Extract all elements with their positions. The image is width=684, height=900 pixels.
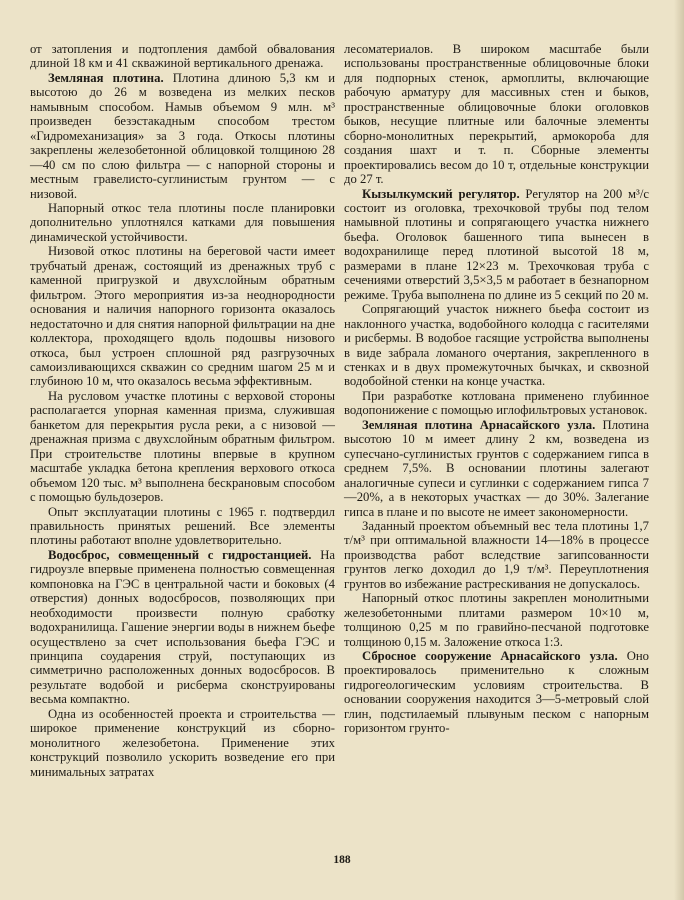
paragraph-text: Низовой откос плотины на береговой части имеет трубчатый дренаж, состоящий из дренажных труб с каменной пригрузкой и двухслойным обратным фильтром. Этого мероприятия из-за неоднородности основания и наличия напорного горизонта оказалось недостаточно и для снятия напорной фильтрации на дне коллектора, проходящего вдоль подошвы низового откоса, был устроен сплошной ряд разгрузочных самоизливающихся скважин со средним шагом 25 м и глубиною 10 м, что оказалось весьма эффективным.: [30, 244, 335, 389]
paragraph: [30, 505, 335, 548]
paragraph-text: На гидроузле впервые применена полностью совмещенная компоновка на ГЭС в центральной части и боковых (4 отверстия) донных водосбросов, позволяющих при необходимости произвести полную сработку водохранилища. Гашение энергии воды в нижнем бьефе осуществлено за счет использования бьефа ГЭС и принципа соударения струй, поступающих из симметрично расположенных донных водосбросов. В результате водобой и рисберма сконструированы весьма компактно.: [30, 547, 335, 707]
section-heading: Земляная плотина.: [48, 70, 164, 85]
paragraph: [344, 389, 649, 418]
section-paragraph: [30, 548, 335, 707]
paragraph: [344, 302, 649, 389]
paragraph-text: Плотина высотою 10 м имеет длину 2 км, возведена из супесчано-суглинистых грунтов с содержанием гипса в среднем 7,5%. В основании плотины залегают аналогичные супеси и суглинки с содержанием гипса 7—20%, а в некоторых участках — до 30%. Залегание гипса в плане и по высоте не имеет закономерности.: [344, 417, 649, 519]
section-paragraph: [344, 418, 649, 519]
left-column: [30, 42, 335, 779]
paragraph-text: Одна из особенностей проекта и строительства — широкое применение конструкций из сборно-монолитного железобетона. Применение этих конструкций позволило ускорить возведение его при минимальных затратах: [30, 706, 335, 779]
paragraph: [30, 201, 335, 244]
paragraph-text: лесоматериалов. В широком масштабе были использованы пространственные облицовочные блоки для подпорных стенок, армоплиты, включающие рабочую арматуру для массивных стен и быков, пространственные облицовочные блоки оголовков быков, несущие плитные или балочные элементы сборно-монолитных перекрытий, армокоробa для создания шахт и т. п. Сборные элементы проектировались весом до 10 т, отдельные конструкции до 27 т.: [344, 42, 649, 187]
section-heading: Земляная плотина Арнасайского узла.: [362, 417, 596, 432]
section-heading: Кызылкумский регулятор.: [362, 186, 520, 201]
paragraph: [344, 42, 649, 187]
paragraph: [30, 707, 335, 779]
section-paragraph: [344, 187, 649, 303]
paragraph: [344, 519, 649, 591]
page-number: 188: [333, 854, 351, 866]
paragraph-text: Заданный проектом объемный вес тела плотины 1,7 т/м³ при оптимальной влажности 14—18% в процессе производства работ вследствие загипсованности грунтов легко доходил до 1,9 т/м³. Переуплотнения грунтов во избежание растрескивания не допускалось.: [344, 518, 649, 591]
paragraph: [30, 42, 335, 71]
paragraph-text: Плотина длиною 5,3 км и высотою до 26 м возведена из мелких песков намывным способом. Намыв объемом 9 млн. м³ произведен безэстакадным способом трестом «Гидромеханизация» за 3 года. Откосы плотины закреплены железобетонной облицовкой толщиною 28—40 см по слою фильтра — с напорной стороны и местным гравелисто-суглинистым грунтом — с низовой.: [30, 70, 335, 201]
paragraph-text: Регулятор на 200 м³/с состоит из оголовка, трехочковой трубы под телом намывной плотины и сопрягающего участка нижнего бьефа. Оголовок башенного типа вынесен в водохранилище перед плотиной высотой 18 м, размерами в плане 12×23 м. Трехочковая труба с сечениями отверстий 3,5×3,5 м работает в безнапорном режиме. Труба выполнена по длине из 5 секций по 20 м.: [344, 186, 649, 302]
paragraph: [30, 244, 335, 389]
paragraph-text: от затопления и подтопления дамбой обвалования длиной 18 км и 41 скважиной вертикального дренажа.: [30, 42, 335, 71]
section-paragraph: [30, 71, 335, 201]
right-column: [344, 42, 649, 736]
section-heading: Сбросное сооружение Арнасайского узла.: [362, 649, 618, 664]
paragraph-text: Сопрягающий участок нижнего бьефа состоит из наклонного участка, водобойного колодца с гасителями и рисбермы. В водобое гасящие устройства выполнены в виде забрала ломаного очертания, закрепленного в стенках и в двух промежуточных бычках, и сквозной водобойной стенки на конце участка.: [344, 302, 649, 389]
paragraph-text: При разработке котлована применено глубинное водопонижение с помощью иглофильтровых установок.: [344, 388, 649, 418]
paragraph: [30, 389, 335, 505]
paragraph-text: Напорный откос плотины закреплен монолитными железобетонными плитами размером 10×10 м, толщиною 0,25 м по гравийно-песчаной подготовке толщиною 0,15 м. Заложение откоса 1:3.: [344, 591, 649, 649]
page-edge-shadow: [674, 0, 684, 900]
section-heading: Водосброс, совмещенный с гидростанцией.: [48, 547, 312, 562]
paragraph-text: На русловом участке плотины с верховой стороны располагается упорная каменная призма, служившая банкетом для перекрытия русла реки, а с низовой — дренажная призма с двухслойным обратным фильтром. При строительстве плотины впервые в крупном масштабе укладка бетона крепления верхового откоса объемом 120 тыс. м³ выполнена бескрановым способом с помощью бульдозеров.: [30, 388, 335, 505]
paragraph: [344, 591, 649, 649]
paragraph-text: Опыт эксплуатации плотины с 1965 г. подтвердил правильность принятых решений. Все элементы плотины работают вполне удовлетворительно.: [30, 504, 335, 548]
paragraph-text: Оно проектировалось применительно к сложным гидрогеологическим условиям строительства. В основании сооружения находится 3—5-метровый слой глин, подстилаемый плывуным песком с напорным горизонтом грунто-: [344, 649, 649, 736]
paragraph-text: Напорный откос тела плотины после планировки дополнительно уплотнялся катками для повышения динамической устойчивости.: [30, 200, 335, 244]
section-paragraph: [344, 649, 649, 736]
